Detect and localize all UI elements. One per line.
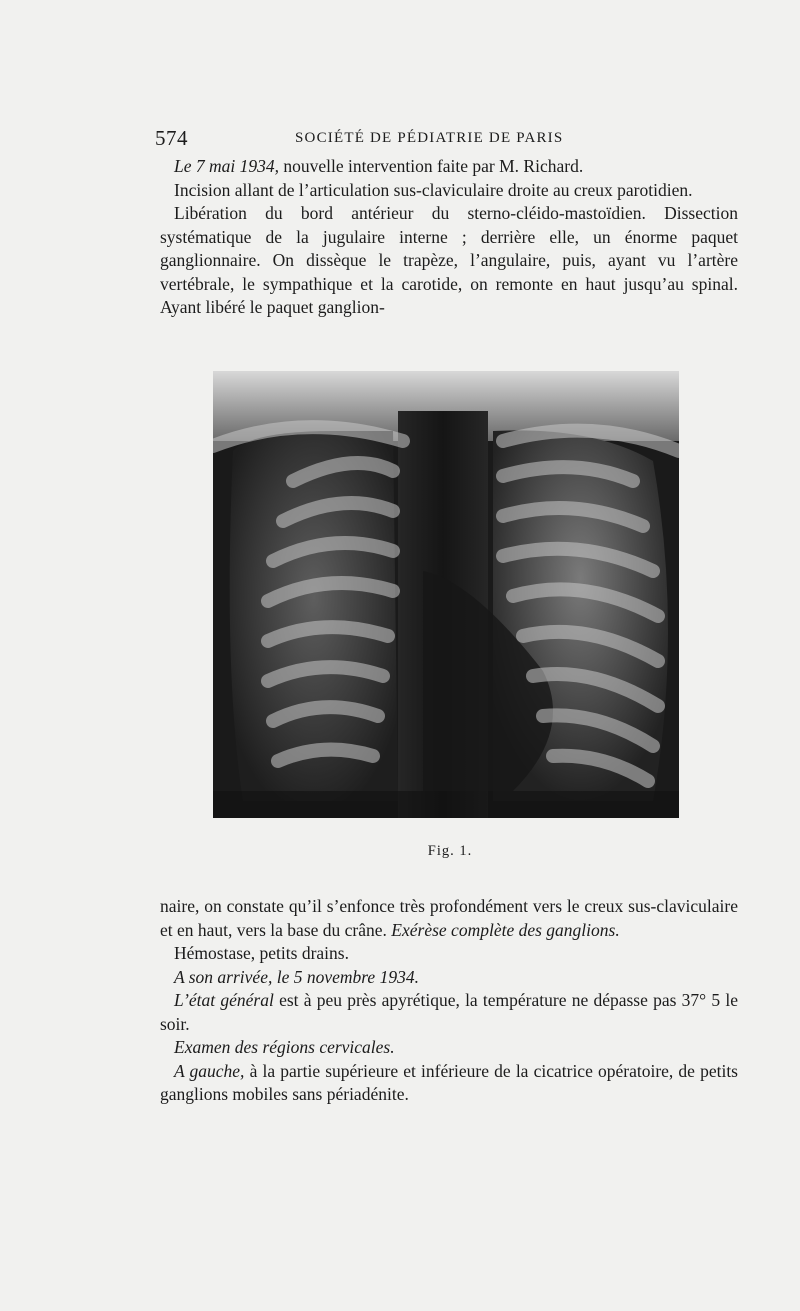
top-text-block: [160, 155, 738, 320]
etat-general-label: L’état général: [174, 990, 274, 1010]
exerese-text: Exérèse complète des ganglions.: [391, 919, 620, 940]
paragraph-hemostase: Hémostase, petits drains.: [174, 943, 349, 963]
paragraph-arrivee: [160, 966, 738, 990]
examen-text: Examen des régions cervicales.: [174, 1037, 395, 1057]
naire-text: naire, on constate qu’il s’enfonce très profondément vers le creux sus-claviculaire et en haut, vers la base du crâne.: [160, 896, 738, 940]
paragraph-examen: [160, 1036, 738, 1060]
paragraph-intervention: [160, 155, 738, 179]
paragraph-etat-general: [160, 989, 738, 1036]
intervention-text: nouvelle intervention faite par M. Richard.: [279, 156, 584, 176]
paragraph-liberation: Libération du bord antérieur du sterno-cléido-mastoïdien. Dissection systématique de la jugulaire interne ; derrière elle, un énorme paquet ganglionnaire. On dissèque le trapèze, l’angulaire, puis, ayant vu l’artère vertébrale, le sympathique et la carotide, on remonte en haut jusqu’au spinal. Ayant libéré le paquet ganglion-: [160, 203, 738, 317]
arrivee-text: A son arrivée, le 5 novembre 1934.: [174, 966, 419, 987]
paragraph-gauche: [160, 1060, 738, 1107]
bottom-text-block: [160, 895, 738, 1107]
page-header: [155, 126, 735, 156]
paragraph-incision: Incision allant de l’articulation sus-claviculaire droite au creux parotidien.: [174, 179, 693, 200]
etat-general-text: est à peu près apyrétique, la température ne dépasse pas 37° 5 le soir.: [160, 990, 738, 1034]
gauche-label: A gauche,: [174, 1060, 245, 1081]
running-title: SOCIÉTÉ DE PÉDIATRIE DE PARIS: [295, 130, 564, 146]
chest-xray-image: [213, 371, 679, 818]
intervention-date: Le 7 mai 1934,: [174, 156, 279, 176]
gauche-text: à la partie supérieure et inférieure de la cicatrice opératoire, de petits ganglions mobiles sans périadénite.: [160, 1060, 738, 1104]
figure-caption: Fig. 1.: [427, 843, 473, 859]
paragraph-naire: [160, 895, 738, 942]
page-number: 574: [155, 126, 188, 150]
